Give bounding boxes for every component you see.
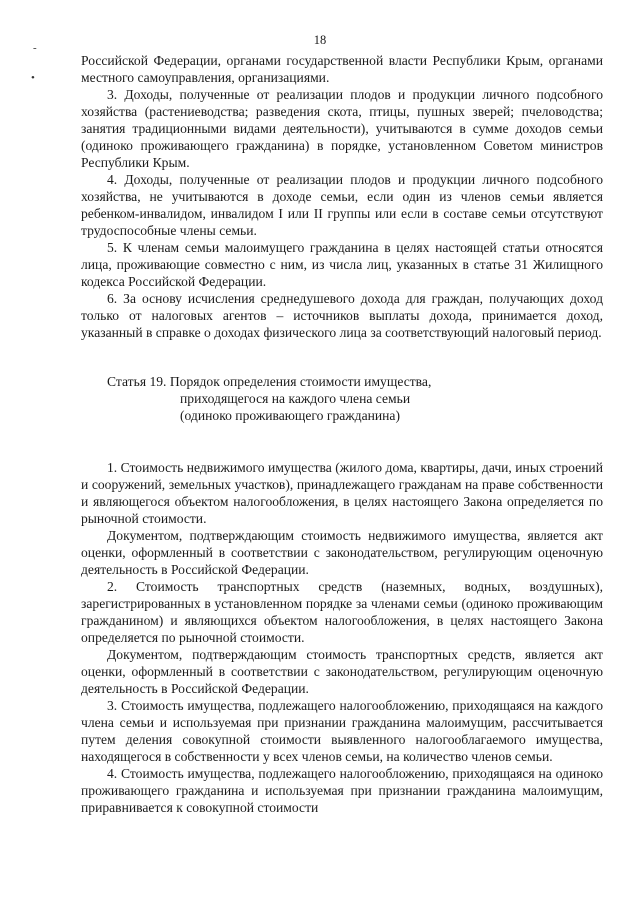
paragraph: Документом, подтверждающим стоимость транспортных средств, является акт оценки, оформленный в соответствии с законодательством, регулирующим оценочную деятельность в Российской Федерации. (81, 647, 603, 696)
body-text-top (81, 52, 603, 341)
paragraph: Российской Федерации, органами государственной власти Республики Крым, органами местного самоуправления, организациями. (81, 53, 603, 85)
body-text-bottom (81, 459, 603, 816)
paragraph: 3. Стоимость имущества, подлежащего налогообложению, приходящаяся на каждого члена семьи и используемая при признании гражданина малоимущим, рассчитывается путем деления совокупной стоимости выявленного налогооблагаемого имущества, находящегося в собственности у всех членов семьи, на количество членов семьи. (81, 698, 603, 764)
margin-mark: • (31, 72, 35, 84)
article-title-line: (одиноко проживающего гражданина) (180, 408, 400, 423)
article-title: Статья 19. Порядок определения стоимости имущества, (107, 374, 432, 389)
paragraph: Документом, подтверждающим стоимость недвижимого имущества, является акт оценки, оформленный в соответствии с законодательством, регулирующим оценочную деятельность в Российской Федерации. (81, 528, 603, 577)
page-number: 18 (313, 33, 327, 47)
paragraph: 2. Стоимость транспортных средств (наземных, водных, воздушных), зарегистрированных в установленном порядке за членами семьи (одиноко проживающим гражданином) и являющихся объектом налогообложения, в целях настоящего Закона определяется по рыночной стоимости. (81, 579, 603, 645)
margin-mark: - (33, 42, 37, 54)
paragraph: 4. Доходы, полученные от реализации плодов и продукции личного подсобного хозяйства, не учитываются в доходе семьи, если один из членов семьи является ребенком-инвалидом, инвалидом I или II группы или если в составе семьи отсутствуют трудоспособные члены семьи. (81, 172, 603, 238)
paragraph: 5. К членам семьи малоимущего гражданина в целях настоящей статьи относятся лица, проживающие совместно с ним, из числа лиц, указанных в статье 31 Жилищного кодекса Российской Федерации. (81, 240, 603, 289)
article-heading (81, 373, 603, 424)
paragraph: 4. Стоимость имущества, подлежащего налогообложению, приходящаяся на одиноко проживающего гражданина и используемая при признании гражданина малоимущим, приравнивается к совокупной стоимости (81, 766, 603, 815)
paragraph: 3. Доходы, полученные от реализации плодов и продукции личного подсобного хозяйства (растениеводства; разведения скота, птицы, пушных зверей; пчеловодства; занятия традиционными видами деятельности), учитываются в сумме доходов семьи (одиноко проживающего гражданина) в порядке, установленном Советом министров Республики Крым. (81, 87, 603, 170)
paragraph: 1. Стоимость недвижимого имущества (жилого дома, квартиры, дачи, иных строений и сооружений, земельных участков), принадлежащего гражданам на праве собственности и являющегося объектом налогообложения, в целях настоящего Закона определяется по рыночной стоимости. (81, 460, 603, 526)
paragraph: 6. За основу исчисления среднедушевого дохода для граждан, получающих доход только от налоговых агентов – источников выплаты дохода, принимается доход, указанный в справке о доходах физического лица за соответствующий налоговый период. (81, 291, 603, 340)
article-title-line: приходящегося на каждого члена семьи (180, 391, 411, 406)
